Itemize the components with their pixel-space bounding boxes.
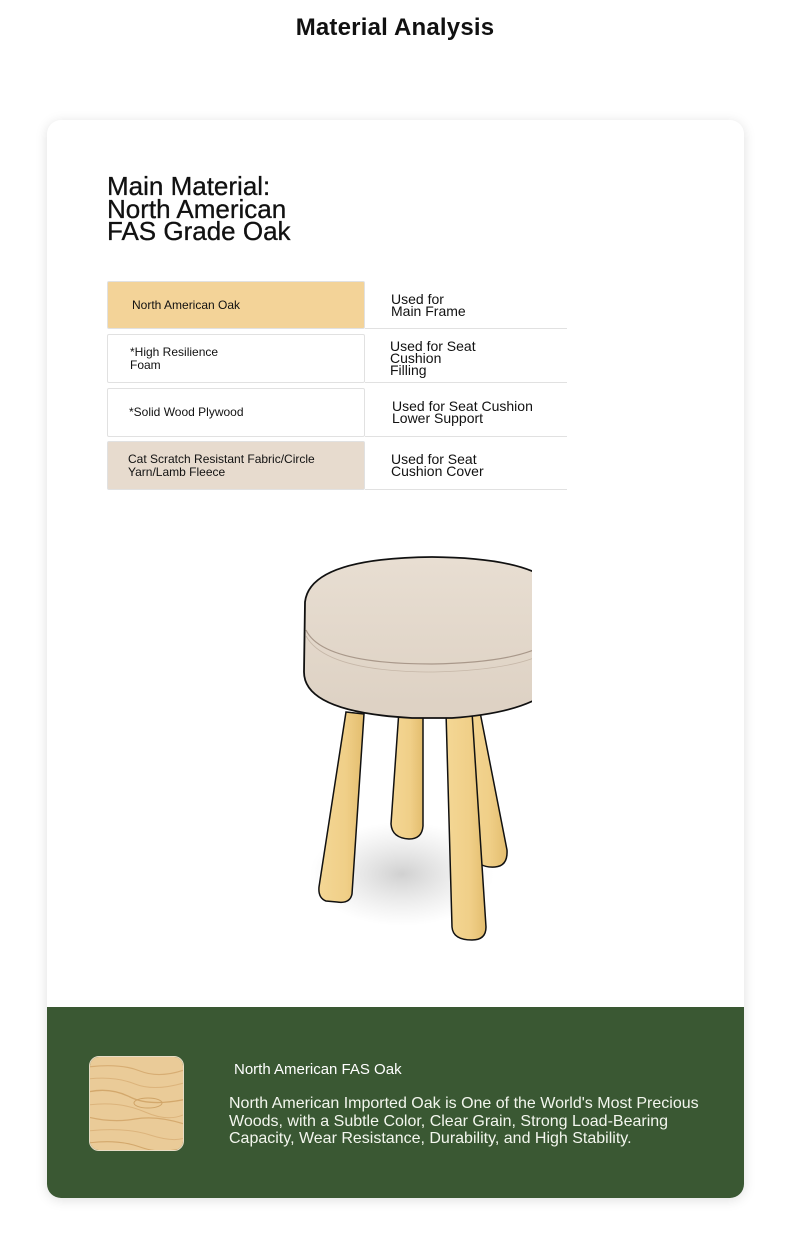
main-material-heading: Main Material: North American FAS Grade Oak — [107, 171, 291, 246]
material-name: Cat Scratch Resistant Fabric/Circle Yarn/Lamb Fleece — [128, 452, 315, 479]
oak-wood-swatch — [89, 1056, 184, 1151]
usage-cell — [365, 388, 567, 437]
material-usage: Used for Seat Cushion Filling — [390, 338, 476, 378]
material-name: North American Oak — [132, 297, 241, 312]
material-cell — [107, 388, 365, 437]
material-card — [47, 120, 744, 1198]
footer-title: North American FAS Oak — [234, 1061, 402, 1078]
footer-panel — [47, 1007, 744, 1198]
stool-leg — [391, 710, 423, 839]
material-usage: Used for Seat Cushion Lower Support — [392, 398, 533, 426]
material-usage: Used for Seat Cushion Cover — [391, 451, 484, 479]
material-cell — [107, 334, 365, 383]
stool-illustration — [252, 552, 532, 947]
usage-cell — [365, 281, 567, 329]
oak-grain-texture — [90, 1057, 184, 1151]
material-name: *High Resilience Foam — [130, 345, 219, 372]
usage-cell — [365, 334, 567, 383]
material-row — [107, 388, 567, 437]
material-usage: Used for Main Frame — [391, 290, 466, 319]
material-cell — [107, 281, 365, 329]
material-row — [107, 281, 567, 329]
seat-cushion — [304, 557, 532, 718]
footer-description: North American Imported Oak is One of the World's Most Precious Woods, with a Subtle Color, Clear Grain, Strong Load-Bearing Capacity, Wear Resistance, Durability, and High Stability. — [229, 1095, 699, 1147]
page-title: Material Analysis — [295, 14, 495, 41]
material-row — [107, 334, 567, 383]
material-cell — [107, 441, 365, 490]
material-name: *Solid Wood Plywood — [129, 405, 244, 420]
usage-cell — [365, 441, 567, 490]
material-row — [107, 441, 567, 490]
